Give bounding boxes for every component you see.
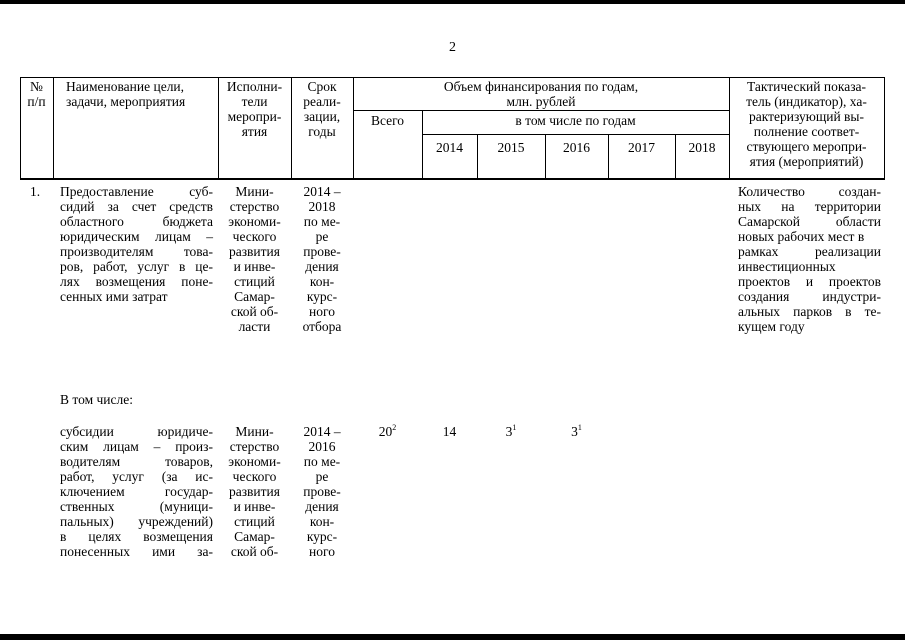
header-year-2016: 2016 [563,140,590,155]
header-col-number: № п/п [27,79,46,109]
header-col-by-years: в том числе по годам [515,113,636,128]
page-top-border [0,0,905,4]
row2-total: $20^2$ [378,423,397,439]
row2-name: субсидии юридиче- ским лицам – произ- водителям товаров, работ, услуг (за ис- ключением государ- ственных (муници- пальных) учреждений) в целях возмещения понесенных ими за- [60,424,213,559]
row1-name: Предоставление суб- сидий за счет средств областного бюджета юридическим лицам – производителям това- ров, работ, услуг в це- лях возмещения поне- сенных ими затрат [60,184,213,304]
row1-executor: Мини- стерство экономи- ческого развития и инве- стиций Самар- ской об- ласти [228,184,281,334]
row2-executor: Мини- стерство экономи- ческого развития и инве- стиций Самар- ской об- [228,424,281,559]
header-year-2018: 2018 [688,140,716,155]
page-number: 2 [449,40,456,55]
header-year-2017: 2017 [628,140,655,155]
row2-2016: $3^1$ [571,423,582,439]
header-col-name: Наименование цели, задачи, мероприятия [66,79,186,109]
row2-term: 2014 – 2016 по ме- ре прове- дения кон- курс- ного [303,424,341,559]
row1-term: 2014 – 2018 по ме- ре прове- дения кон- курс- ного отбора [302,184,342,334]
header-year-2015: 2015 [497,140,525,155]
page-bottom-border [0,634,905,640]
header-col-indicator: Тактический показа- тель (индикатор), ха- рактеризующий вы- полнение соответ- ствующего меропри- ятия (мероприятий) [746,79,867,169]
header-col-executor: Исполни- тели меропри- ятия [226,79,283,139]
row2-2014: 14 [442,424,457,439]
header-col-total: Всего [370,113,405,128]
header-col-term: Срок реали- зации, годы [303,79,341,139]
row1-number: 1. [30,184,41,199]
header-year-2014: 2014 [436,140,463,155]
row2-2015: $3^1$ [505,423,517,439]
header-col-finance: Объем финансирования по годам, млн. рублей [443,79,639,109]
row1-indicator: Количество создан- ных на территории Самарской области новых рабочих мест в рамках реализации инвестиционных проектов и проектов создания индустри- альных парков в те- кущем году [738,184,881,334]
including-label: В том числе: [60,392,133,407]
